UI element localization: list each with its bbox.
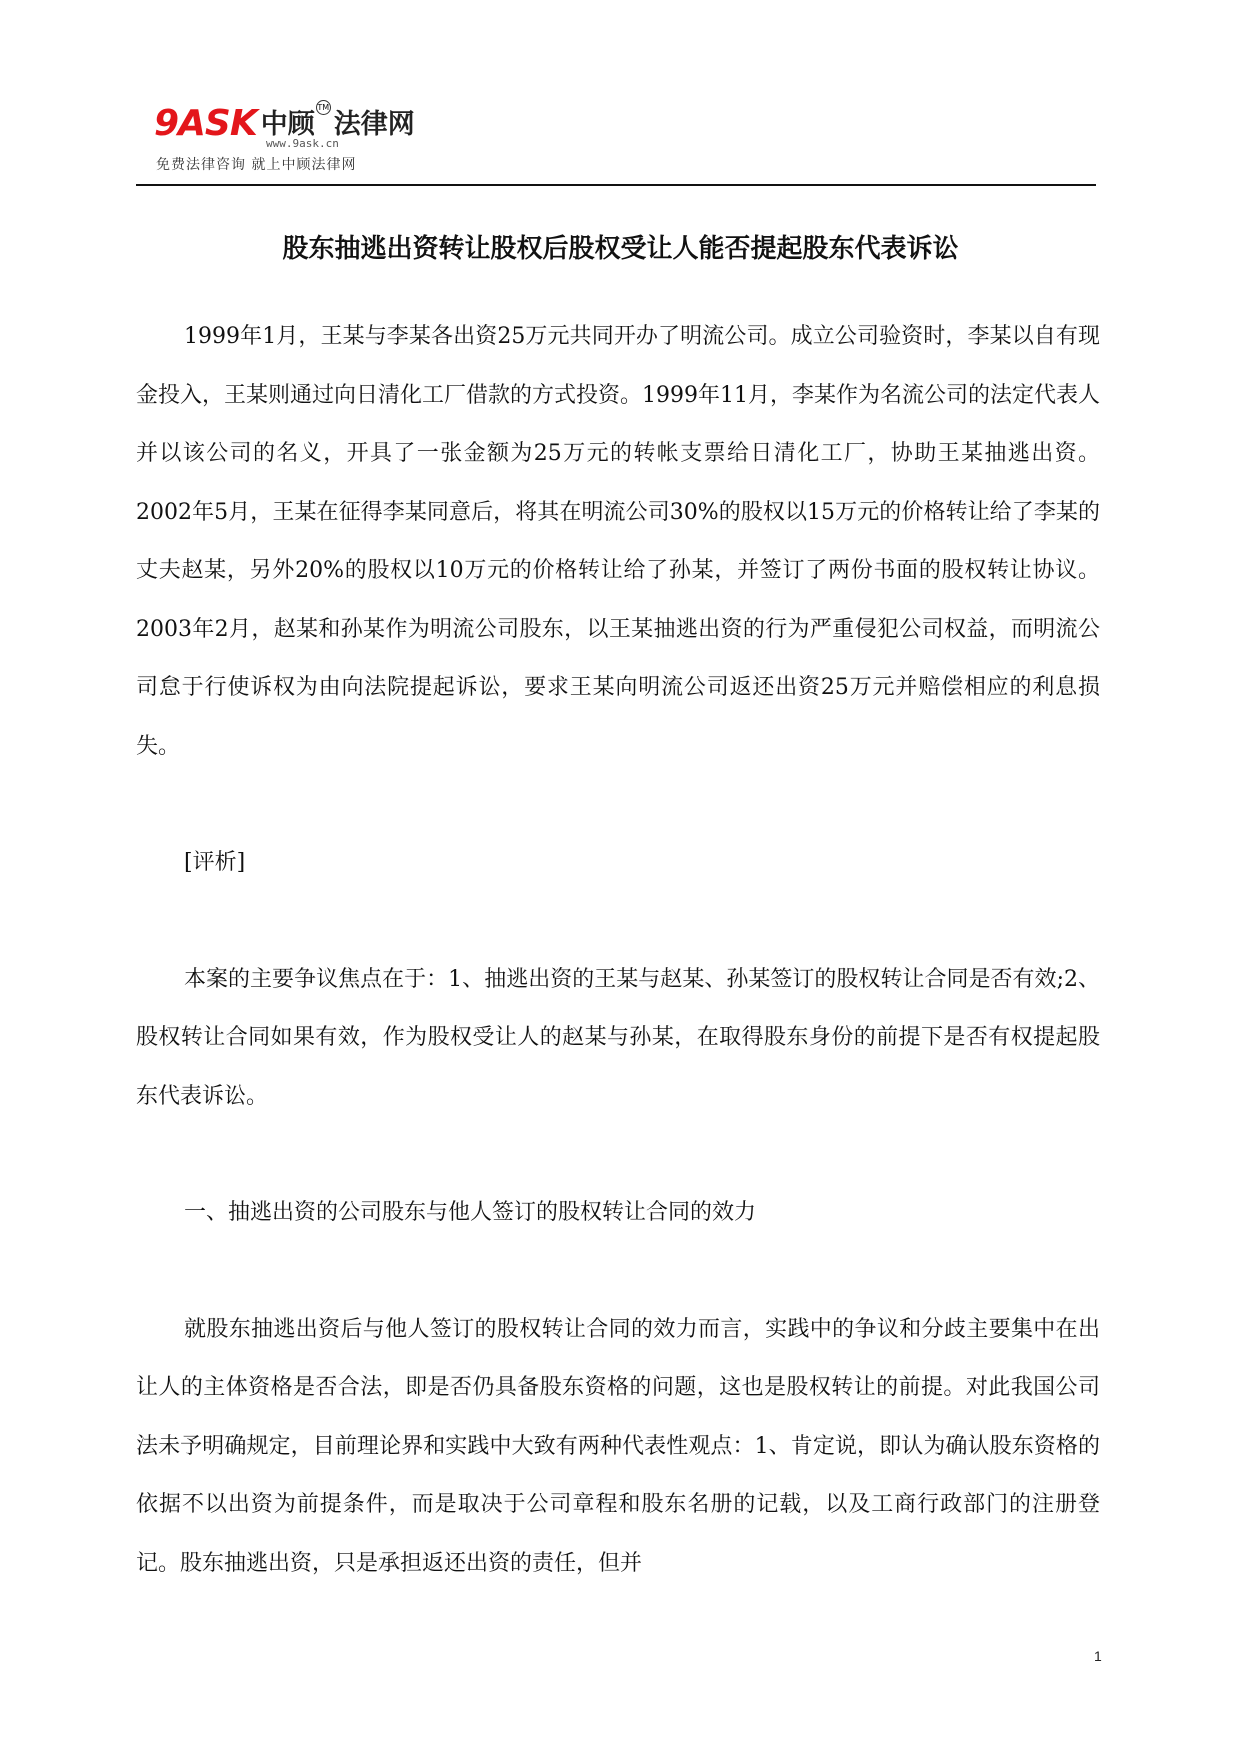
logo-website: www.9ask.cn <box>266 137 339 150</box>
logo-mark: 9ASK <box>154 103 257 144</box>
logo-brand-name: 中顾 <box>260 109 315 140</box>
header-divider <box>136 184 1096 186</box>
paragraph-dispute-focus: 本案的主要争议焦点在于：1、抽逃出资的王某与赵某、孙某签订的股权转让合同是否有效;2、股权转让合同如果有效，作为股权受让人的赵某与孙某，在取得股东身份的前提下是否有权提起股东代表诉讼。 <box>136 966 1100 1109</box>
paragraph-case-facts: 1999年1月，王某与李某各出资25万元共同开办了明流公司。成立公司验资时，李某以自有现金投入，王某则通过向日清化工厂借款的方式投资。1999年11月，李某作为名流公司的法定代表人并以该公司的名义，开具了一张金额为25万元的转帐支票给日清化工厂，协助王某抽逃出资。 2002年5月，王某在征得李某同意后，将其在明流公司30%的股权以15万元的价格转让给了李某的丈夫赵某，另外20%的股权以10万元的价格转让给了孙某，并签订了两份书面的股权转让协议。2003年2月，赵某和孙某作为明流公司股东，以王某抽逃出资的行为严重侵犯公司权益，而明流公司怠于行使诉权为由向法院提起诉讼，要求王某向明流公司返还出资25万元并赔偿相应的利息损失。 <box>136 324 1100 759</box>
page-header <box>136 96 1096 188</box>
trademark-icon: TM <box>316 100 331 115</box>
document-body <box>136 308 1100 1651</box>
logo-slogan: 免费法律咨询 就上中顾法律网 <box>156 157 357 173</box>
paragraph-analysis-heading: [评析] <box>184 850 246 875</box>
document-title: 股东抽逃出资转让股权后股权受让人能否提起股东代表诉讼 <box>282 234 959 264</box>
page-number: 1 <box>1094 1648 1102 1664</box>
site-logo[interactable] <box>154 100 415 142</box>
paragraph-contract-validity: 就股东抽逃出资后与他人签订的股权转让合同的效力而言，实践中的争议和分歧主要集中在出让人的主体资格是否合法，即是否仍具备股东资格的问题，这也是股权转让的前提。对此我国公司法未予明确规定，目前理论界和实践中大致有两种代表性观点：1、肯定说，即认为确认股东资格的依据不以出资为前提条件，而是取决于公司章程和股东名册的记载，以及工商行政部门的注册登记。股东抽逃出资，只是承担返还出资的责任，但并 <box>136 1316 1100 1576</box>
section-heading-1: 一、抽逃出资的公司股东与他人签订的股权转让合同的效力 <box>184 1200 757 1225</box>
logo-brand-suffix: 法律网 <box>333 109 415 140</box>
